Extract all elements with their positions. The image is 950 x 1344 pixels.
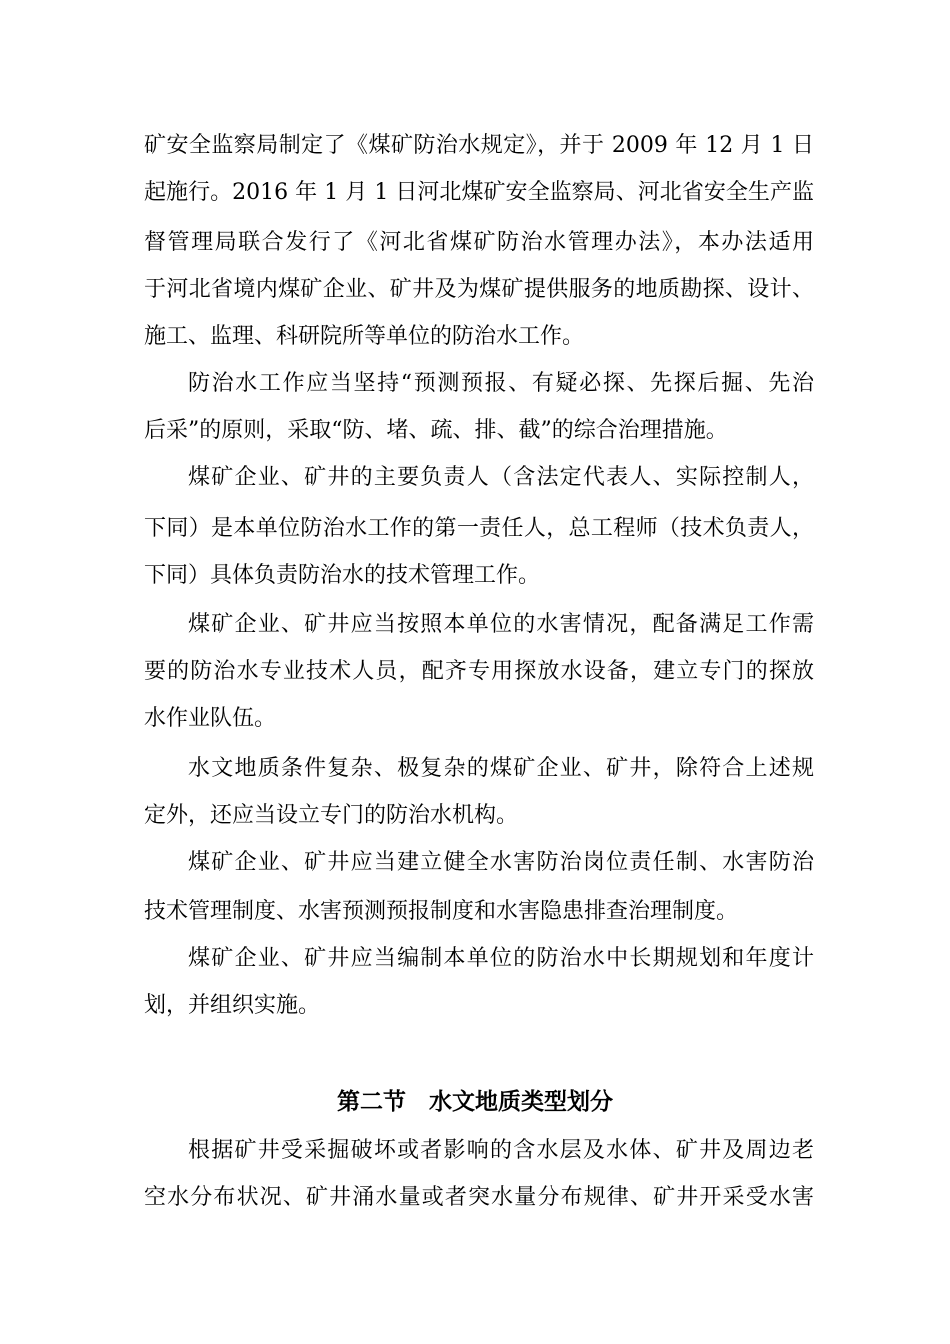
paragraph-first-line: 煤矿企业、矿井应当编制本单位的防治水中长期规划和年度计 xyxy=(188,946,814,971)
paragraph-first-line: 根据矿井受采掘破坏或者影响的含水层及水体、矿井及周边老 xyxy=(188,1138,814,1163)
text-line: 水作业队伍。 xyxy=(144,706,277,731)
paragraph-first-line: 煤矿企业、矿井应当按照本单位的水害情况，配备满足工作需 xyxy=(188,612,814,637)
text-line: 空水分布状况、矿井涌水量或者突水量分布规律、矿井开采受水害 xyxy=(144,1185,814,1210)
paragraph-first-line: 防治水工作应当坚持“预测预报、有疑必探、先探后掘、先治 xyxy=(188,371,814,396)
text-line: 施工、监理、科研院所等单位的防治水工作。 xyxy=(144,324,585,349)
text-line: 矿安全监察局制定了《煤矿防治水规定》，并于 2009 年 12 月 1 日 xyxy=(144,133,814,158)
text-line: 下同）是本单位防治水工作的第一责任人，总工程师（技术负责人， xyxy=(144,516,814,541)
text-line: 起施行。2016 年 1 月 1 日河北煤矿安全监察局、河北省安全生产监 xyxy=(144,180,814,205)
text-line: 定外，还应当设立专门的防治水机构。 xyxy=(144,803,519,828)
paragraph-first-line: 煤矿企业、矿井应当建立健全水害防治岗位责任制、水害防治 xyxy=(188,850,814,875)
text-line: 技术管理制度、水害预测预报制度和水害隐患排查治理制度。 xyxy=(144,899,739,924)
section-heading: 第二节 水文地质类型划分 xyxy=(337,1089,613,1115)
text-line: 下同）具体负责防治水的技术管理工作。 xyxy=(144,563,541,588)
paragraph-first-line: 水文地质条件复杂、极复杂的煤矿企业、矿井，除符合上述规 xyxy=(188,756,814,781)
text-line: 要的防治水专业技术人员，配齐专用探放水设备，建立专门的探放 xyxy=(144,659,814,684)
text-line: 于河北省境内煤矿企业、矿井及为煤矿提供服务的地质勘探、设计、 xyxy=(144,277,814,302)
text-line: 后采”的原则，采取“防、堵、疏、排、截”的综合治理措施。 xyxy=(144,418,728,443)
paragraph-first-line: 煤矿企业、矿井的主要负责人（含法定代表人、实际控制人， xyxy=(188,465,814,490)
text-line: 划，并组织实施。 xyxy=(144,993,321,1018)
text-line: 督管理局联合发行了《河北省煤矿防治水管理办法》，本办法适用 xyxy=(144,230,814,255)
